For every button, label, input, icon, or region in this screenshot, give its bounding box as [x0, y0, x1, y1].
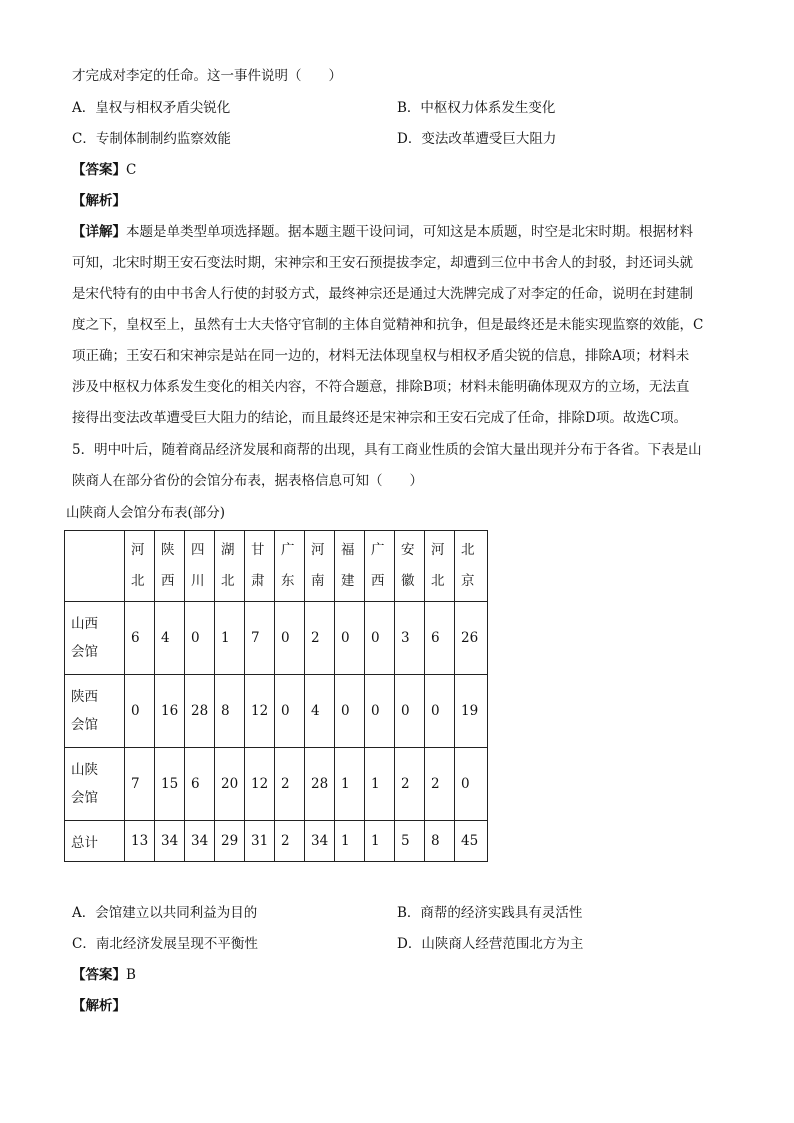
- value-cell: 34: [305, 821, 335, 862]
- value-cell: 34: [185, 821, 215, 862]
- value-cell: 0: [185, 602, 215, 675]
- province-header-cell: [425, 531, 455, 602]
- value-cell: 4: [305, 675, 335, 748]
- province-char: 南: [311, 573, 325, 589]
- detail-line: 涉及中枢权力体系发生变化的相关内容，不符合题意，排除B项；材料未能明确体现双方的立场，无法直: [72, 379, 690, 395]
- province-char: 川: [191, 573, 205, 589]
- value-cell: 15: [155, 748, 185, 821]
- row-label-text: 陕西: [71, 689, 98, 705]
- q4-analysis-heading: [72, 191, 126, 211]
- table-row: [65, 602, 488, 675]
- value-cell: 34: [155, 821, 185, 862]
- answer-value: B: [126, 967, 136, 983]
- q4-answer: [72, 160, 136, 180]
- value-cell: 0: [425, 675, 455, 748]
- value-cell: 26: [455, 602, 488, 675]
- q5-option-b: B．商帮的经济实践具有灵活性: [397, 905, 583, 921]
- table-row: [65, 675, 488, 748]
- province-char: 建: [341, 573, 355, 589]
- value-cell: 7: [245, 602, 275, 675]
- value-cell: 4: [155, 602, 185, 675]
- value-cell: 0: [335, 675, 365, 748]
- province-char: 四: [191, 542, 205, 558]
- stem-line: 5．明中叶后，随着商品经济发展和商帮的出现，具有工商业性质的会馆大量出现并分布于各省。下表是山: [72, 442, 702, 458]
- province-char: 京: [461, 573, 475, 589]
- q4-option-a: A．皇权与相权矛盾尖锐化: [72, 100, 231, 116]
- value-cell: 0: [275, 602, 305, 675]
- value-cell: 3: [395, 602, 425, 675]
- detail-line: 是宋代特有的由中书舍人行使的封驳方式，最终神宗还是通过大洗牌完成了对李定的任命，说明在封建制: [72, 286, 693, 302]
- detail-line: 可知，北宋时期王安石变法时期，宋神宗和王安石预提拔李定，却遭到三位中书舍人的封驳，封还词头就: [72, 255, 693, 271]
- value-cell: 0: [275, 675, 305, 748]
- value-cell: 2: [275, 821, 305, 862]
- province-header-cell: [365, 531, 395, 602]
- value-cell: 8: [215, 675, 245, 748]
- q5-analysis-heading: [72, 996, 126, 1016]
- value-cell: 0: [455, 748, 488, 821]
- row-label-cell: [65, 821, 125, 862]
- table-row: [65, 821, 488, 862]
- detail-line: 项正确；王安石和宋神宗是站在同一边的，材料无法体现皇权与相权矛盾尖锐的信息，排除A项；材料未: [72, 348, 690, 364]
- q4-detail-paragraph: [72, 217, 722, 434]
- q5-option-d: D．山陕商人经营范围北方为主: [397, 936, 584, 952]
- province-header-cell: [245, 531, 275, 602]
- value-cell: 12: [245, 748, 275, 821]
- value-cell: 29: [215, 821, 245, 862]
- row-label-cell: [65, 748, 125, 821]
- row-label-text: 总计: [71, 835, 98, 851]
- province-char: 北: [431, 573, 445, 589]
- province-char: 徽: [401, 573, 415, 589]
- value-cell: 1: [365, 821, 395, 862]
- province-char: 北: [461, 542, 475, 558]
- row-label-text: 山陕: [71, 762, 98, 778]
- row-label-text: 会馆: [71, 644, 98, 660]
- value-cell: 1: [215, 602, 245, 675]
- row-label-text: 会馆: [71, 790, 98, 806]
- value-cell: 16: [155, 675, 185, 748]
- detail-line: 接得出变法改革遭受巨大阻力的结论，而且最终还是宋神宗和王安石完成了任命，排除D项。故选C项。: [72, 410, 688, 426]
- value-cell: 12: [245, 675, 275, 748]
- q5-stem: [72, 435, 722, 497]
- answer-tag: 【答案】: [72, 162, 126, 178]
- q4-option-c: C．专制体制制约监察效能: [72, 131, 231, 147]
- value-cell: 0: [125, 675, 155, 748]
- province-char: 甘: [251, 542, 265, 558]
- table-row: [65, 748, 488, 821]
- province-char: 广: [371, 542, 385, 558]
- province-char: 河: [311, 542, 325, 558]
- answer-value: C: [126, 162, 137, 178]
- q5-option-a: A．会馆建立以共同利益为目的: [72, 905, 258, 921]
- q4-option-d: D．变法改革遭受巨大阻力: [397, 131, 557, 147]
- province-header-cell: [335, 531, 365, 602]
- analysis-tag: 【解析】: [72, 998, 126, 1014]
- detail-tag: 【详解】: [72, 224, 126, 240]
- q4-stem-tail: 才完成对李定的任命。这一事件说明（ ）: [72, 68, 342, 84]
- province-char: 河: [431, 542, 445, 558]
- merchant-hall-table: [64, 530, 488, 862]
- stem-line: 陕商人在部分省份的会馆分布表，据表格信息可知（ ）: [72, 473, 423, 489]
- value-cell: 2: [275, 748, 305, 821]
- province-char: 西: [161, 573, 175, 589]
- province-header-cell: [305, 531, 335, 602]
- province-char: 安: [401, 542, 415, 558]
- province-header-cell: [275, 531, 305, 602]
- value-cell: 20: [215, 748, 245, 821]
- row-label-cell: [65, 602, 125, 675]
- value-cell: 1: [365, 748, 395, 821]
- q4-option-b: B．中枢权力体系发生变化: [397, 100, 556, 116]
- detail-line: 度之下，皇权至上，虽然有士大夫恪守官制的主体自觉精神和抗争，但是最终还是未能实现监察的效能，C: [72, 317, 704, 333]
- value-cell: 0: [395, 675, 425, 748]
- value-cell: 13: [125, 821, 155, 862]
- value-cell: 7: [125, 748, 155, 821]
- value-cell: 1: [335, 748, 365, 821]
- value-cell: 6: [425, 602, 455, 675]
- value-cell: 2: [425, 748, 455, 821]
- value-cell: 6: [125, 602, 155, 675]
- detail-line: 【详解】本题是单类型单项选择题。据本题主题干设问词，可知这是本质题，时空是北宋时期。根据材料: [72, 224, 693, 240]
- province-header-cell: [455, 531, 488, 602]
- value-cell: 31: [245, 821, 275, 862]
- province-char: 河: [131, 542, 145, 558]
- value-cell: 45: [455, 821, 488, 862]
- province-char: 肃: [251, 573, 265, 589]
- province-header-cell: [185, 531, 215, 602]
- province-header-cell: [125, 531, 155, 602]
- province-char: 湖: [221, 542, 235, 558]
- q5-answer: [72, 965, 136, 985]
- row-label-text: 会馆: [71, 717, 98, 733]
- answer-tag: 【答案】: [72, 967, 126, 983]
- province-char: 福: [341, 542, 355, 558]
- row-label-text: 山西: [71, 616, 98, 632]
- value-cell: 6: [185, 748, 215, 821]
- value-cell: 2: [395, 748, 425, 821]
- table-corner-cell: [65, 531, 125, 602]
- province-char: 东: [281, 573, 295, 589]
- value-cell: 1: [335, 821, 365, 862]
- value-cell: 0: [365, 675, 395, 748]
- q5-option-c: C．南北经济发展呈现不平衡性: [72, 936, 258, 952]
- province-header-cell: [395, 531, 425, 602]
- value-cell: 2: [305, 602, 335, 675]
- value-cell: 5: [395, 821, 425, 862]
- row-label-cell: [65, 675, 125, 748]
- province-char: 北: [131, 573, 145, 589]
- value-cell: 28: [305, 748, 335, 821]
- value-cell: 8: [425, 821, 455, 862]
- value-cell: 19: [455, 675, 488, 748]
- province-char: 北: [221, 573, 235, 589]
- table-caption: 山陕商人会馆分布表(部分): [66, 505, 226, 521]
- province-char: 广: [281, 542, 295, 558]
- province-header-cell: [155, 531, 185, 602]
- province-char: 陕: [161, 542, 175, 558]
- value-cell: 28: [185, 675, 215, 748]
- analysis-tag: 【解析】: [72, 193, 126, 209]
- province-char: 西: [371, 573, 385, 589]
- table-header-row: [65, 531, 488, 602]
- value-cell: 0: [365, 602, 395, 675]
- value-cell: 0: [335, 602, 365, 675]
- province-header-cell: [215, 531, 245, 602]
